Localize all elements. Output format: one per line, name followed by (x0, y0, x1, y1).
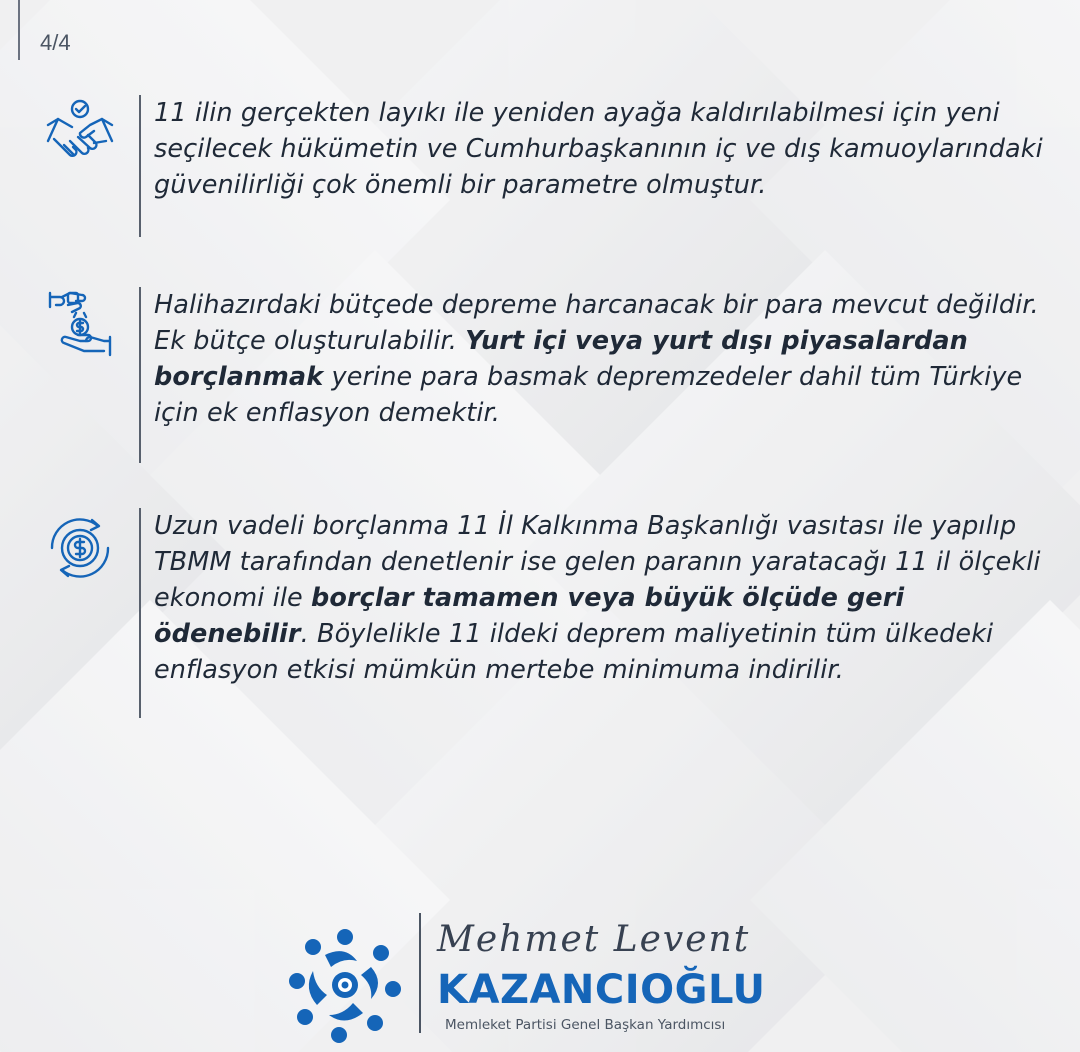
info-item-credibility (40, 95, 1060, 237)
page-indicator-label: 4/4 (40, 30, 71, 55)
role-title: Memleket Partisi Genel Başkan Yardımcısı (445, 1017, 726, 1033)
party-logo (285, 925, 405, 1045)
item-text (154, 287, 1060, 431)
item-divider (139, 287, 141, 463)
info-item-long-term-borrowing (40, 508, 1060, 718)
item-text-segment: 11 ilin gerçekten layıkı ile yeniden ayağa kaldırılabilmesi için yeni seçilecek hükümetin ve Cumhurbaşkanının iç ve dış kamuoylarındaki güvenilirliği çok önemli bir parametre olmuştur. (154, 98, 1043, 200)
item-text (154, 508, 1060, 688)
money-hand-icon (40, 287, 120, 367)
footer-divider (419, 913, 421, 1033)
brand-name: KAZANCIOĞLU (437, 967, 766, 1013)
item-divider (139, 95, 141, 237)
footer-branding (285, 905, 805, 1045)
item-text-segment: . Böylelikle 11 ildeki deprem maliyetinin tüm ülkedeki enflasyon etkisi mümkün mertebe minimuma indirilir. (154, 619, 994, 685)
item-text-emphasis: borçlar tamamen veya büyük ölçüde geri ödenebilir (154, 583, 905, 649)
dollar-cycle-icon (40, 508, 120, 588)
item-text-segment: yerine para basmak depremzedeler dahil tüm Türkiye için ek enflasyon demektir. (154, 362, 1023, 428)
info-item-budget (40, 287, 1060, 463)
item-text-segment: Halihazırdaki bütçede depreme harcanacak bir para mevcut değildir. Ek bütçe oluşturulabilir. (154, 290, 1039, 356)
item-text (154, 95, 1060, 203)
item-divider (139, 508, 141, 718)
signature: Mehmet Levent (437, 919, 751, 960)
handshake-icon (40, 95, 120, 175)
item-text-segment: Uzun vadeli borçlanma 11 İl Kalkınma Başkanlığı vasıtası ile yapılıp TBMM tarafından denetlenir ise gelen paranın yaratacağı 11 il ölçekli ekonomi ile (154, 511, 1041, 613)
item-text-emphasis: Yurt içi veya yurt dışı piyasalardan borçlanmak (154, 326, 968, 392)
page-indicator (18, 0, 71, 60)
